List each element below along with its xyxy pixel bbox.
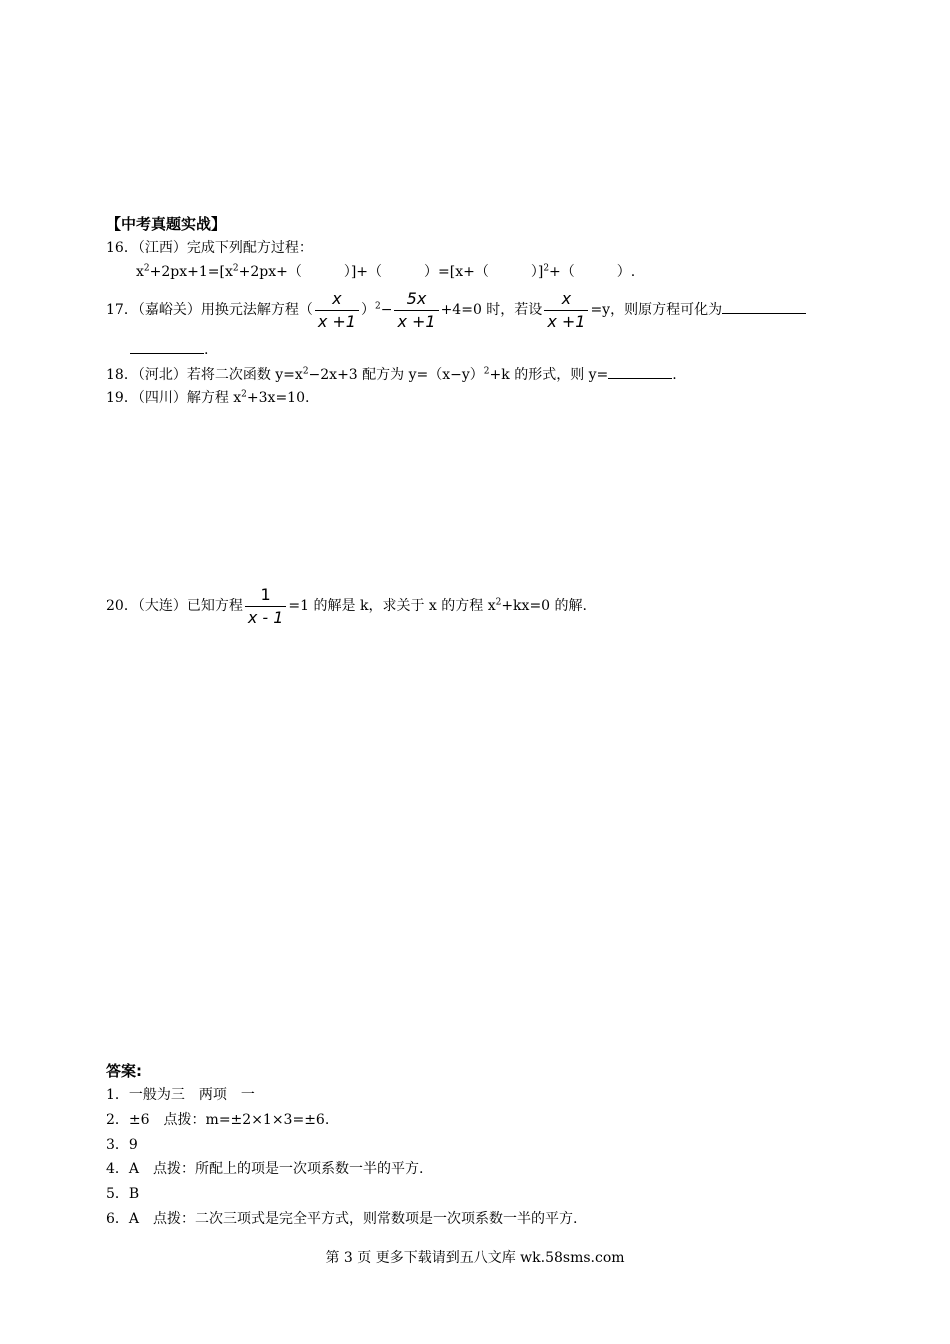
question-17: 17．（嘉峪关）用换元法解方程（ $\frac{x}{x +1}$ ）$^2$− $\frac{5x}{x +1}$ +4=0 时，若设 $\frac{x}{x +1}$ =y，则原方程可化为 <box>106 287 806 333</box>
question-17-continuation: . <box>130 339 208 359</box>
page-footer: 第 3 页 更多下载请到五八文库 wk.58sms.com <box>325 1250 625 1266</box>
answer-blank <box>722 299 806 314</box>
section-title: 【中考真题实战】 <box>106 215 227 233</box>
answer-blank <box>608 364 672 379</box>
question-20: 20．（大连）已知方程 $\frac{1}{x - 1}$ =1 的解是 k，求关于 x 的方程 $x^2+kx=0$ 的解. <box>106 584 587 627</box>
question-18: 18．（河北）若将二次函数 $y=x^2-2x+3$ 配方为 $y=(x-y)^2+k$ 的形式，则 y= . <box>106 364 677 384</box>
fraction-5x-over-x-plus-1: $\frac{5x}{x +1}$ <box>394 288 438 333</box>
answer-item: 2．±6 点拨：m=±2×1×3=±6. <box>106 1112 330 1128</box>
fraction-1-over-x-minus-1: $\frac{1}{x - 1}$ <box>245 584 287 629</box>
fraction-x-over-x-plus-1-b: $\frac{x}{x +1}$ <box>544 288 588 333</box>
answer-item: 6．A 点拨：二次三项式是完全平方式，则常数项是一次项系数一半的平方. <box>106 1211 578 1227</box>
answer-item: 4．A 点拨：所配上的项是一次项系数一半的平方. <box>106 1161 424 1177</box>
answer-item: 1．一般为三 两项 一 <box>106 1087 255 1103</box>
question-19: 19．（四川）解方程 $x^2+3x=10$. <box>106 389 310 406</box>
question-16-formula: $x^2+2px+1=[x^2+2px+$（ ）]+（ ）=[x+（ ）]$^2$+（ ）. <box>136 263 636 280</box>
question-16-label: 16．（江西）完成下列配方过程： <box>106 240 313 256</box>
answers-title: 答案: <box>106 1062 142 1080</box>
answer-blank <box>130 339 204 354</box>
answer-item: 3．9 <box>106 1137 138 1153</box>
fraction-x-over-x-plus-1: $\frac{x}{x +1}$ <box>315 288 359 333</box>
answer-item: 5．B <box>106 1186 140 1202</box>
